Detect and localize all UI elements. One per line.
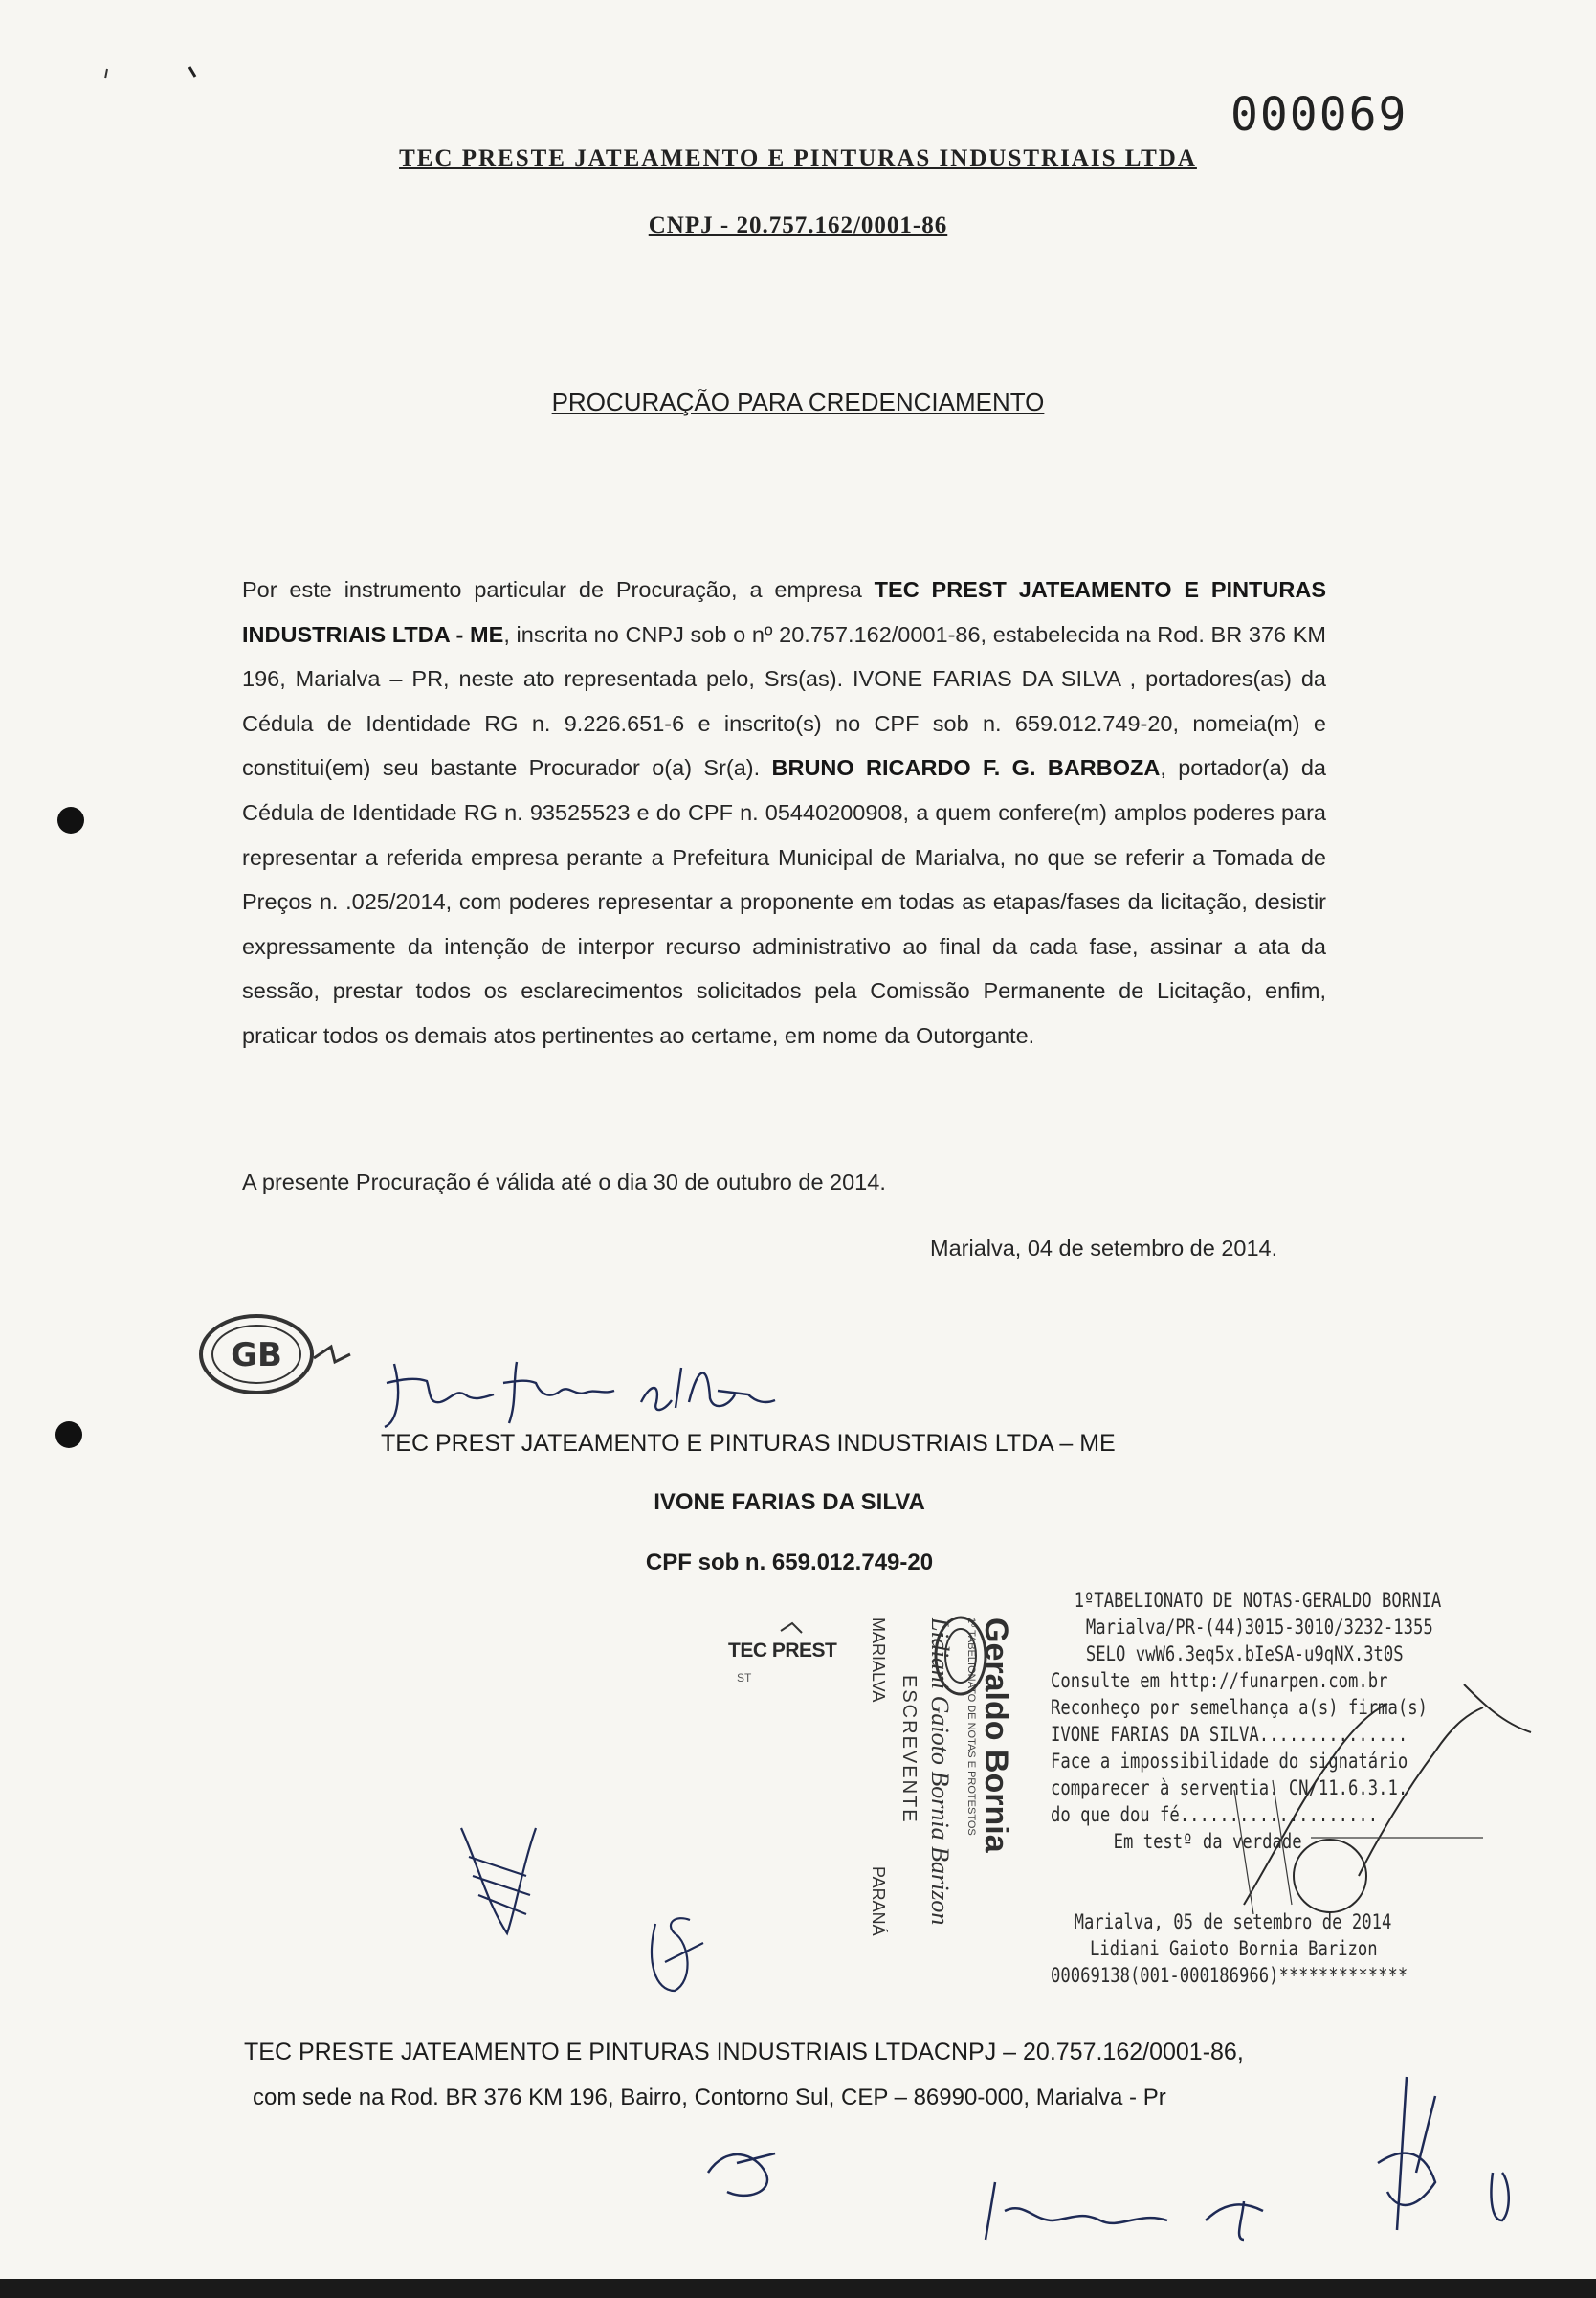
- body-text-part: , portador(a) da Cédula de Identidade RG n. 93525523 e do CPF n. 05440200908, a quem confere(m) amplos poderes para representar a referida empresa perante a Prefeitura Municipal de Marialva, no que se referir a Tomada de Preços n. .025/2014, com poderes representar a proponente em todas as etapas/fases da licitação, desistir expressamente da intenção de interpor recurso administrativo ao final da cada fase, assinar a ata da sessão, prestar todos os esclarecimentos solicitados pela Comissão Permanente de Licitação, enfim, praticar todos os demais atos pertinentes ao certame, em nome da Outorgante.: [242, 755, 1326, 1048]
- company-stamp-mark-icon: [777, 1618, 815, 1646]
- logo-initials: GB: [231, 1336, 282, 1374]
- body-text-part: , inscrita no CNPJ sob o nº 20.757.162/0001-86, estabelecida na Rod. BR 376 KM 196, Marialva – PR, neste ato representada pelo, Srs(as). IVONE FARIAS DA SILVA , portadores(as) da Cédula de Identidade RG n. 9.226.651-6 e inscrito(s) no CPF sob n. 659.012.749-20, nomeia(m) e constitui(em) seu bastante Procurador o(a) Sr(a).: [242, 621, 1327, 781]
- body-text-part: Por este instrumento particular de Procuração, a empresa: [242, 577, 875, 602]
- document-title: PROCURAÇÃO PARA CREDENCIAMENTO: [551, 388, 1045, 416]
- notary-signature-scribble: [1215, 1646, 1560, 1933]
- notary-line: comparecer à serventia. CN/11.6.3.1.: [1051, 1776, 1408, 1799]
- notary-line: Marialva, 05 de setembro de 2014: [1074, 1910, 1392, 1933]
- handwritten-signature-ivone: [373, 1345, 852, 1440]
- punch-hole-bottom: [55, 1421, 82, 1448]
- notary-line: do que dou fé....................: [1051, 1803, 1379, 1826]
- letterhead-cnpj: CNPJ - 20.757.162/0001-86: [648, 212, 948, 238]
- place-date: Marialva, 04 de setembro de 2014.: [930, 1236, 1278, 1261]
- stamp-geraldo-bornia: Geraldo Bornia: [978, 1618, 1014, 1853]
- notary-line: Marialva/PR-(44)3015-3010/3232-1355: [1085, 1616, 1433, 1639]
- body-company-name: TEC PREST JATEAMENTO E PINTURAS INDUSTRIAIS LTDA - ME: [242, 577, 1326, 647]
- scan-bottom-edge: [0, 2279, 1596, 2298]
- signature-company: TEC PREST JATEAMENTO E PINTURAS INDUSTRIAIS LTDA – ME: [381, 1430, 1116, 1457]
- signature-signer-name: IVONE FARIAS DA SILVA: [654, 1489, 925, 1515]
- notary-line: Reconheço por semelhança a(s) firma(s): [1051, 1696, 1428, 1719]
- initials-scribble-middle: [636, 1905, 713, 2000]
- stamp-marialva: MARIALVA: [869, 1618, 888, 1703]
- vertical-notary-stamp: [842, 1598, 1014, 2000]
- validity-statement: A presente Procuração é válida até o dia 30 de outubro de 2014.: [242, 1170, 886, 1194]
- notary-line: 00069138(001-000186966)*************: [1051, 1964, 1408, 1987]
- company-stamp-sub: ST: [737, 1671, 752, 1684]
- notary-line: SELO vwW6.3eq5x.bIeSA-u9qNX.3t0S: [1085, 1642, 1404, 1665]
- notary-line: Consulte em http://funarpen.com.br: [1051, 1669, 1388, 1692]
- notary-line: Face a impossibilidade do signatário: [1051, 1750, 1408, 1773]
- footer-address: com sede na Rod. BR 376 KM 196, Bairro, Contorno Sul, CEP – 86990-000, Marialva - Pr: [253, 2085, 1166, 2110]
- page-number: 000069: [1230, 88, 1408, 142]
- notary-line: Em testº da verdade: [1113, 1830, 1302, 1853]
- letterhead-company-name: TEC PRESTE JATEAMENTO E PINTURAS INDUSTRIAIS LTDA: [399, 145, 1197, 171]
- body-attorney-name: BRUNO RICARDO F. G. BARBOZA: [771, 755, 1161, 781]
- stamp-tabelionato-small: 1º TABELIONATO DE NOTAS E PROTESTOS: [965, 1618, 977, 1836]
- stamp-escrevente: ESCREVENTE: [898, 1675, 920, 1824]
- notary-logo-stamp-icon: [191, 1305, 364, 1410]
- signature-signer-cpf: CPF sob n. 659.012.749-20: [645, 1550, 934, 1575]
- document-body: [242, 568, 1326, 1059]
- stamp-lidiani: Lidiani Gaioto Bornia Barizon: [926, 1618, 954, 1926]
- notary-line: IVONE FARIAS DA SILVA...............: [1051, 1723, 1408, 1746]
- initials-scribble-left: [450, 1809, 545, 1952]
- punch-hole-top: [57, 807, 84, 834]
- stamp-parana: PARANÁ: [869, 1866, 888, 1936]
- footer-company-cnpj: TEC PRESTE JATEAMENTO E PINTURAS INDUSTRIAIS LTDACNPJ – 20.757.162/0001-86,: [244, 2039, 1244, 2065]
- notary-line: 1ºTABELIONATO DE NOTAS-GERALDO BORNIA: [1074, 1589, 1442, 1612]
- bottom-rubric-scribbles: [670, 2058, 1550, 2297]
- scan-mark-icon: [96, 61, 211, 90]
- company-stamp-label: TEC PREST: [728, 1640, 837, 1662]
- notary-line: Lidiani Gaioto Bornia Barizon: [1090, 1937, 1378, 1960]
